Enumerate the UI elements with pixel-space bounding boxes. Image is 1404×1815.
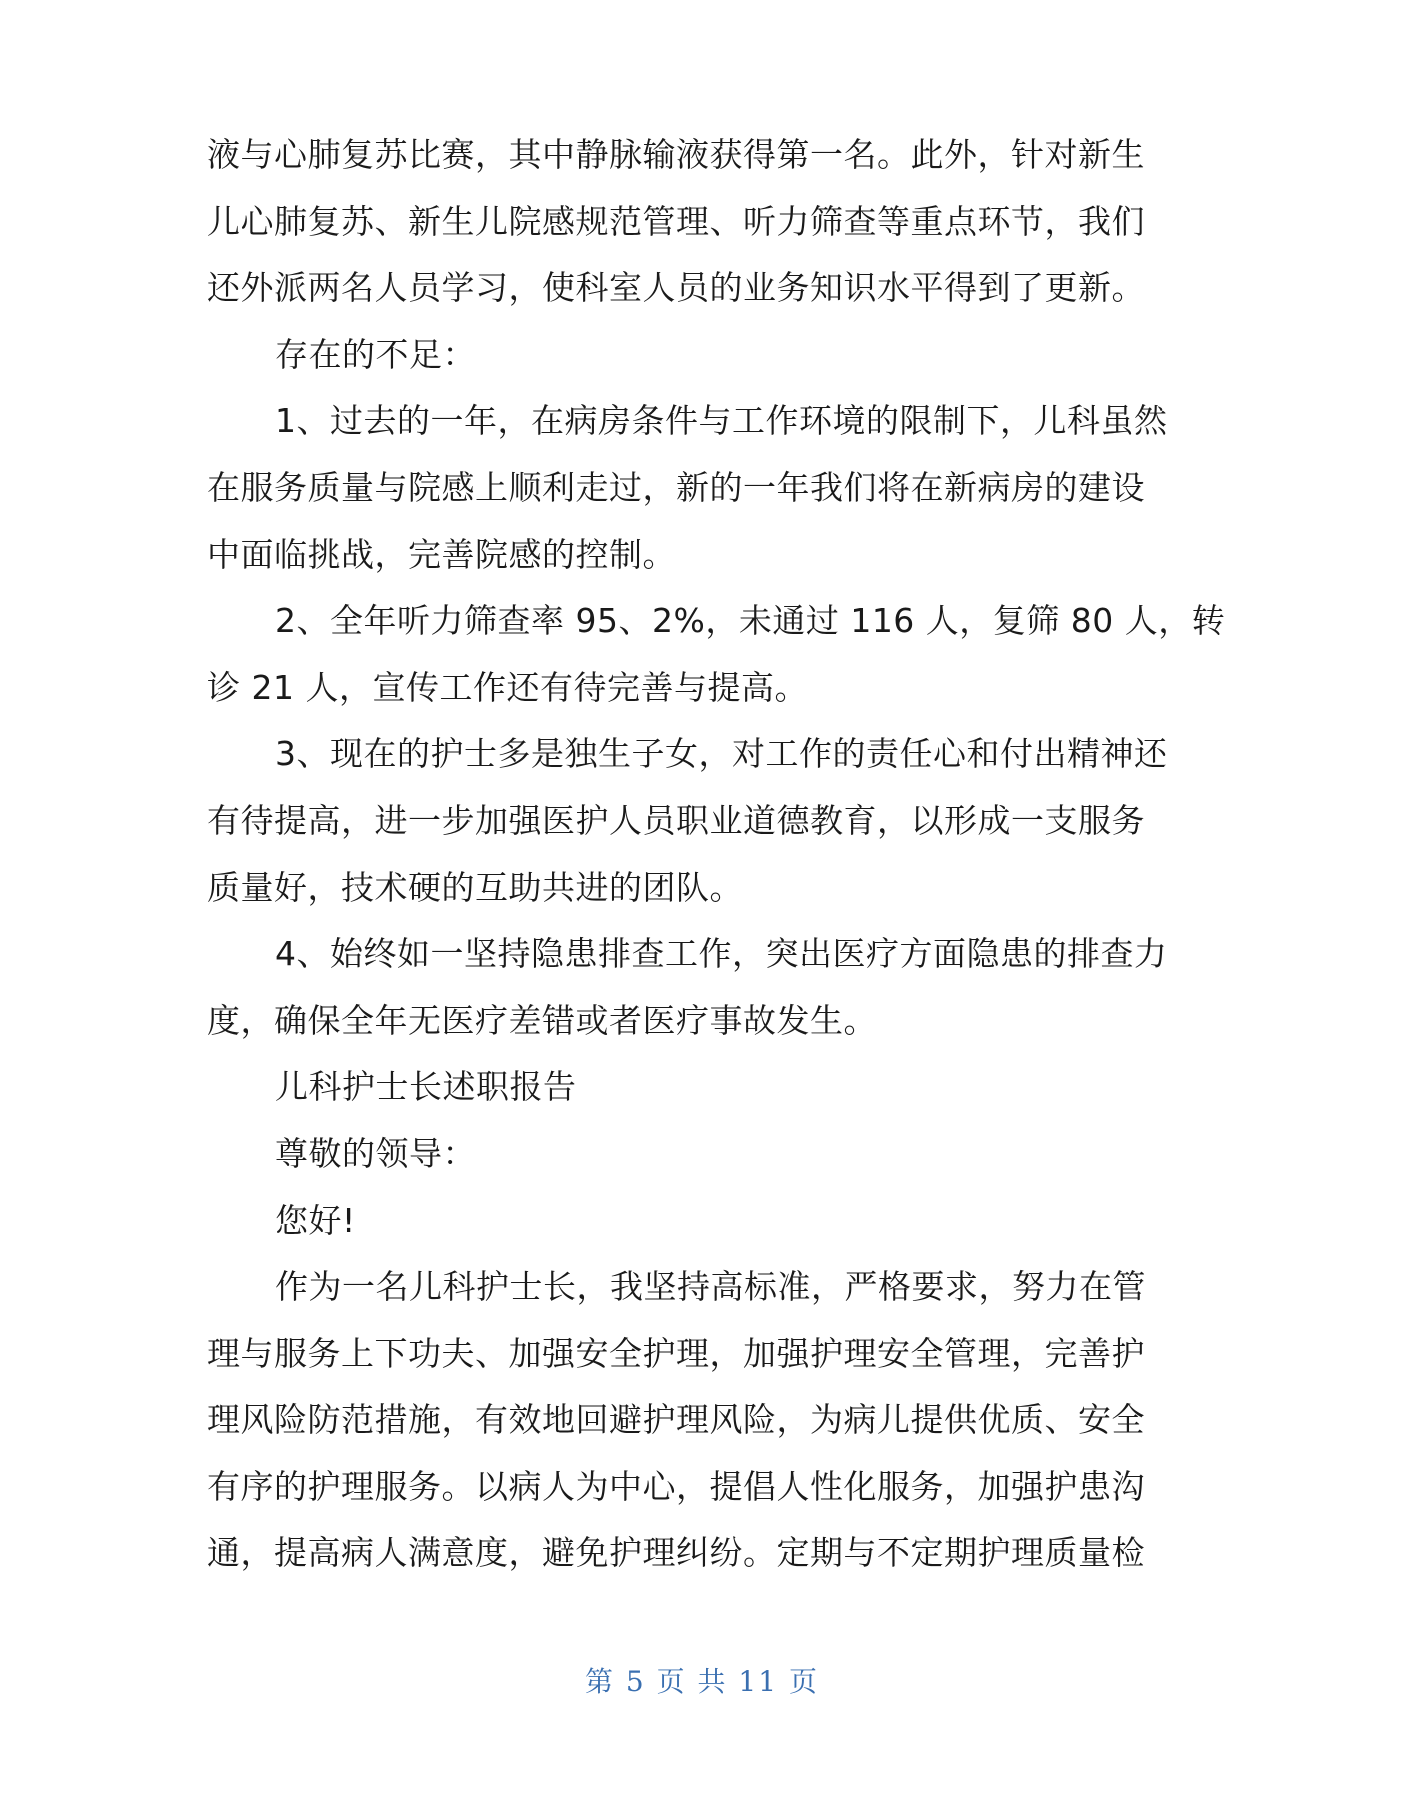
text-line: 通，提高病人满意度，避免护理纠纷。定期与不定期护理质量检	[207, 1533, 1145, 1573]
document-body	[207, 122, 1226, 1587]
text-line: 质量好，技术硬的互助共进的团队。	[207, 867, 743, 907]
text-line: 4、始终如一坚持隐患排查工作，突出医疗方面隐患的排查力	[275, 934, 1168, 974]
page-number-footer: 第 5 页 共 11 页	[585, 1665, 819, 1698]
text-line: 度，确保全年无医疗差错或者医疗事故发生。	[207, 1000, 877, 1040]
text-line: 在服务质量与院感上顺利走过，新的一年我们将在新病房的建设	[207, 467, 1145, 507]
greeting: 您好!	[275, 1200, 356, 1240]
text-line: 3、现在的护士多是独生子女，对工作的责任心和付出精神还	[275, 734, 1168, 774]
text-line: 中面临挑战，完善院感的控制。	[207, 534, 676, 574]
text-line: 有序的护理服务。以病人为中心，提倡人性化服务，加强护患沟	[207, 1466, 1145, 1506]
text-line: 2、全年听力筛查率 95、2%，未通过 116 人，复筛 80 人，转	[275, 601, 1226, 641]
text-line: 有待提高，进一步加强医护人员职业道德教育，以形成一支服务	[207, 800, 1145, 840]
text-line: 儿心肺复苏、新生儿院感规范管理、听力筛查等重点环节，我们	[207, 201, 1145, 241]
text-line: 还外派两名人员学习，使科室人员的业务知识水平得到了更新。	[207, 268, 1145, 308]
section-heading: 存在的不足：	[275, 334, 476, 374]
text-line: 作为一名儿科护士长，我坚持高标准，严格要求，努力在管	[275, 1267, 1146, 1307]
text-line: 理与服务上下功夫、加强安全护理，加强护理安全管理，完善护	[207, 1333, 1145, 1373]
text-line: 理风险防范措施，有效地回避护理风险，为病儿提供优质、安全	[207, 1400, 1145, 1440]
salutation: 尊敬的领导：	[275, 1133, 476, 1173]
text-line: 诊 21 人，宣传工作还有待完善与提高。	[207, 667, 808, 707]
text-line: 液与心肺复苏比赛，其中静脉输液获得第一名。此外，针对新生	[207, 135, 1145, 174]
report-title: 儿科护士长述职报告	[275, 1067, 577, 1107]
text-line: 1、过去的一年，在病房条件与工作环境的限制下，儿科虽然	[275, 401, 1168, 441]
